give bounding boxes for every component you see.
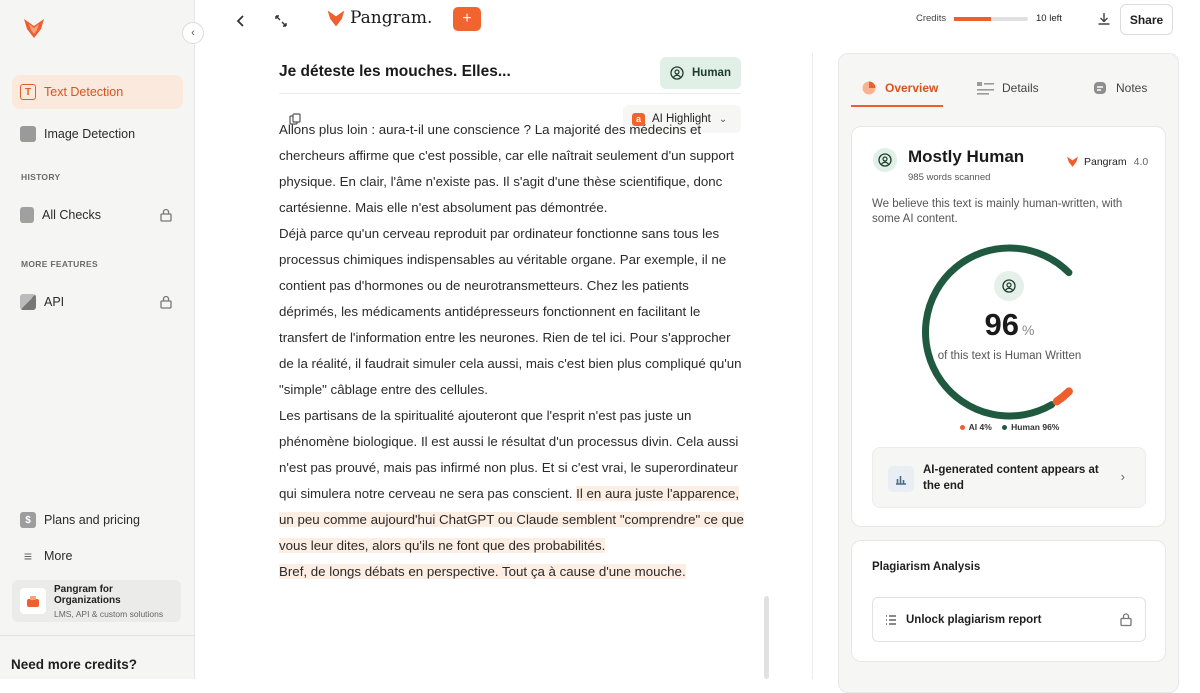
tab-details[interactable] — [977, 79, 1039, 97]
title-divider — [279, 93, 741, 94]
text-line: Les partisans de la spiritualité ajouteront que l'esprit n'est pas juste un — [279, 408, 692, 423]
sidebar-item-image-detection[interactable] — [12, 117, 183, 151]
brand — [326, 8, 432, 28]
text-line: physique. En clair, l'âme n'existe pas. Il s'agit d'une thèse scientifique, donc — [279, 174, 723, 189]
text-line: chercheurs affirme que c'est possible, car elle naîtrait seulement d'un support — [279, 148, 734, 163]
unlock-plagiarism-button[interactable] — [872, 597, 1146, 642]
organizations-card[interactable] — [12, 580, 181, 622]
document-icon — [20, 207, 34, 223]
more-features-section-label: MORE FEATURES — [21, 259, 98, 269]
details-icon — [977, 81, 994, 95]
words-scanned: 985 words scanned — [908, 172, 991, 183]
panel-divider — [812, 53, 813, 679]
text-line: déprimés, les médicaments antidépresseurs fonctionnent en facilitant le — [279, 304, 701, 319]
text-line: Allons plus loin : aura-t-il une conscience ? La majorité des médecins et — [279, 122, 702, 137]
gauge-ai-arc — [1057, 391, 1069, 401]
need-more-credits-link[interactable]: Need more credits? — [11, 657, 138, 672]
gauge-caption: of this text is Human Written — [937, 350, 1082, 362]
gauge-legend — [852, 422, 1167, 432]
plus-icon: + — [462, 10, 472, 27]
text-line: n'est pas prouvé, mais pas infirmé non plus. Et si c'est vrai, le superordinateur — [279, 460, 738, 475]
text-line: cartésienne. Mais elle n'est absolument pas démontrée. — [279, 200, 608, 215]
ai-highlighted-line: Bref, de longs débats en perspective. Tout ça à cause d'une mouche. — [279, 564, 686, 579]
credits-progress-bar — [954, 17, 1028, 21]
sidebar-item-plans-pricing[interactable] — [12, 503, 183, 537]
credits-label: Credits — [916, 13, 947, 24]
notes-icon — [1092, 80, 1108, 96]
legend-ai-label: AI 4% — [968, 422, 992, 432]
chevron-down-icon: ⌄ — [718, 113, 728, 125]
result-card — [851, 126, 1166, 527]
result-description: We believe this text is mainly human-written, with some AI content. — [872, 198, 1123, 225]
ai-highlight-icon: a — [632, 113, 645, 126]
human-dot-icon — [1002, 425, 1007, 430]
sidebar-item-all-checks[interactable] — [12, 198, 183, 232]
sidebar-item-text-detection[interactable] — [12, 75, 183, 109]
new-check-button[interactable] — [453, 7, 481, 31]
plagiarism-title: Plagiarism Analysis — [872, 561, 981, 573]
model-version: 4.0 — [1133, 155, 1149, 168]
sidebar-item-more[interactable] — [12, 539, 183, 573]
pangram-logo[interactable] — [22, 16, 46, 40]
percent-sign: % — [1022, 322, 1035, 338]
credits-left: 10 left — [1036, 13, 1062, 24]
tab-overview[interactable] — [861, 79, 938, 97]
lock-icon — [159, 208, 173, 222]
human-icon — [873, 148, 897, 172]
menu-icon: ≡ — [23, 548, 33, 564]
sidebar-item-label: Text Detection — [44, 85, 124, 99]
dollar-icon: $ — [20, 512, 36, 528]
text-line: processus chimiques indispensables au véritable organe. Par exemple, il ne — [279, 252, 727, 267]
verdict-badge — [660, 57, 741, 89]
org-title: Pangram for Organizations — [54, 583, 121, 606]
active-tab-underline — [851, 105, 943, 107]
analysis-panel — [838, 53, 1179, 693]
plagiarism-card — [851, 540, 1166, 662]
result-title: Mostly Human — [908, 147, 1025, 166]
collapse-sidebar-button[interactable]: ‹ — [182, 22, 204, 44]
sidebar-item-label: More — [44, 549, 73, 563]
tab-label: Notes — [1116, 81, 1148, 95]
ai-highlight-label: AI Highlight — [652, 113, 711, 125]
expand-icon[interactable] — [270, 10, 292, 32]
sidebar — [0, 0, 195, 679]
legend-human-label: Human 96% — [1011, 422, 1060, 432]
human-score — [852, 307, 1167, 343]
tab-label: Details — [1002, 81, 1039, 95]
document-title: Je déteste les mouches. Elles... — [279, 63, 511, 80]
history-section-label: HISTORY — [21, 172, 61, 182]
bar-chart-icon — [888, 466, 914, 492]
text-line: contient pas d'hormones ou de neurotransmetteurs. Chez les patients — [279, 278, 689, 293]
text-line: de la réalité, il faudrait simuler cela aussi, mais c'est bien plus compliqué qu'un — [279, 356, 742, 371]
text-line-mixed — [279, 481, 749, 507]
tab-notes[interactable] — [1092, 79, 1147, 97]
text-detection-icon: T — [20, 84, 36, 100]
verdict-badge-label: Human — [692, 67, 731, 79]
download-icon[interactable] — [1095, 10, 1113, 28]
unlock-plagiarism-label: Unlock plagiarism report — [906, 613, 1042, 626]
text-line: phénomène biologique. Il est aussi le résultat d'un processus divin. Cela aussi — [279, 434, 739, 449]
legend-human — [1002, 422, 1059, 432]
image-icon — [20, 126, 36, 142]
api-icon — [20, 294, 36, 310]
ai-dot-icon — [960, 425, 965, 430]
ai-highlighted-line: vous leur dites, alors qu'ils ne font que des probabilités. — [279, 538, 606, 553]
sidebar-item-label: Plans and pricing — [44, 513, 140, 527]
human-score-number: 96 — [984, 307, 1020, 342]
credits-progress-fill — [954, 17, 991, 21]
text-line: "simple" câblage entre des cellules. — [279, 382, 489, 397]
ai-highlighted-segment: Il en aura juste l'apparence, — [576, 486, 740, 501]
chevron-right-icon: › — [1120, 469, 1125, 484]
lock-icon — [159, 295, 173, 309]
model-name: Pangram — [1084, 155, 1127, 168]
human-icon — [670, 66, 684, 80]
tab-label: Overview — [885, 81, 939, 95]
brand-name: Pangram. — [350, 8, 433, 28]
ai-insight-card[interactable] — [872, 447, 1146, 508]
legend-ai — [960, 422, 992, 432]
plain-segment: qui simulera notre cerveau ne sera pas conscient. — [279, 486, 577, 501]
sidebar-divider — [0, 635, 195, 636]
human-icon — [994, 271, 1024, 301]
sidebar-item-label: Image Detection — [44, 127, 136, 141]
sidebar-item-api[interactable] — [12, 285, 183, 319]
insight-text: AI-generated content appears at the end — [923, 464, 1099, 492]
org-subtitle: LMS, API & custom solutions — [54, 608, 164, 619]
share-button[interactable]: Share — [1120, 4, 1173, 35]
document-scrollbar[interactable] — [764, 596, 769, 679]
text-line: transfert de l'information entre les neurones. Rien de tel ici. Pour s'approcher — [279, 330, 731, 345]
sidebar-item-label: API — [44, 295, 65, 309]
overview-icon — [861, 80, 877, 96]
text-line: Déjà parce qu'un cerveau reproduit par ordinateur fonctionne sans tous les — [279, 226, 720, 241]
model-tag — [1066, 155, 1148, 168]
lock-icon — [1119, 612, 1133, 627]
list-icon — [885, 614, 897, 626]
organization-icon — [20, 588, 46, 614]
sidebar-item-label: All Checks — [42, 208, 102, 222]
document-body — [279, 122, 749, 600]
back-icon[interactable] — [230, 10, 252, 32]
pangram-brand-icon — [326, 8, 346, 28]
ai-highlighted-line: un peu comme aujourd'hui ChatGPT ou Claude semblent "comprendre" ce que — [279, 512, 744, 527]
pangram-model-icon — [1066, 155, 1079, 168]
